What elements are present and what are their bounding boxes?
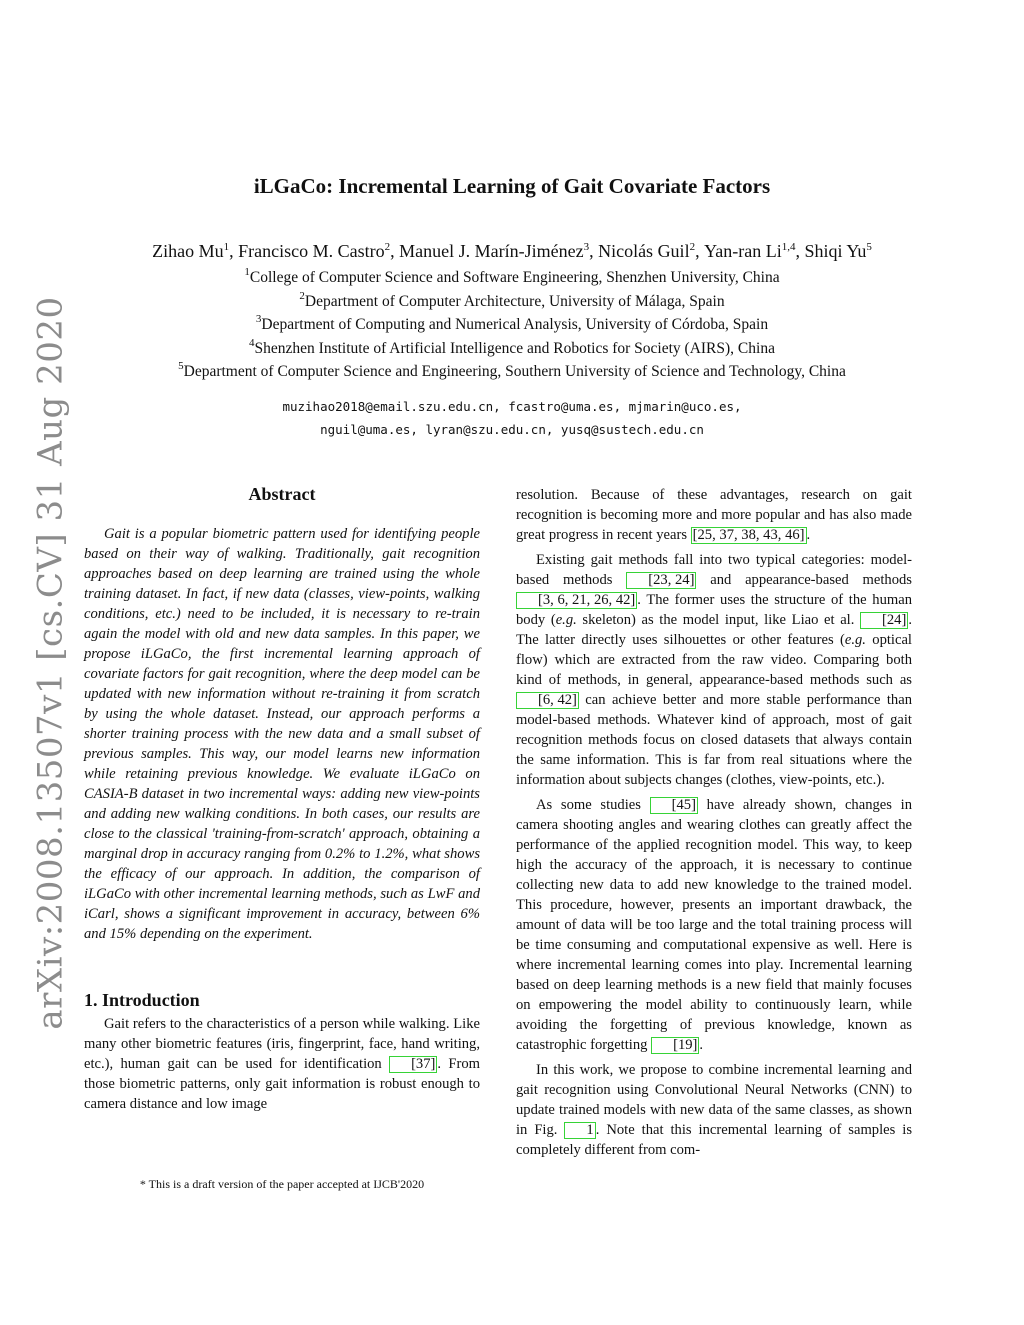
citation-link[interactable]: [37] xyxy=(389,1056,437,1073)
citation-link[interactable]: [6, 42] xyxy=(516,692,579,709)
author-affil-sup: 2 xyxy=(689,241,696,253)
citation-link[interactable]: [3, 6, 21, 26, 42] xyxy=(516,592,637,609)
author: Nicolás Guil$^2$, xyxy=(598,241,705,261)
citation-link[interactable]: [45] xyxy=(650,797,698,814)
author-list xyxy=(0,241,1024,262)
footnote: * This is a draft version of the paper accepted at IJCB'2020 xyxy=(139,1177,425,1191)
intro-paragraph: Gait refers to the characteristics of a person while walking. Like many other biometric features (iris, fingerprint, face, hand writing, etc.), human gait can be used for identification [37] . From those biometric patterns, only gait information is robust enough to camera distance and low image xyxy=(84,1016,480,1112)
affiliation: $^1$College of Computer Science and Software Engineering, Shenzhen University, China xyxy=(244,266,780,286)
author-affil-sup: 3 xyxy=(583,241,590,253)
author: Zihao Mu$^1$, xyxy=(152,241,239,261)
author xyxy=(805,241,872,261)
email-list xyxy=(0,395,1024,441)
intro-paragraph: In this work, we propose to combine incremental learning and gait recognition using Convolutional Neural Networks (CNN) to update trained models with new data of the same classes, as shown in Fig. 1 . Note that this incremental learning of samples is completely different from com- xyxy=(516,1062,913,1158)
email-line: nguil@uma.es, lyran@szu.edu.cn, yusq@sustech.edu.cn xyxy=(320,422,704,437)
right-column xyxy=(516,485,912,1165)
citation-link[interactable]: [19] xyxy=(651,1037,699,1054)
citation-link[interactable]: [23, 24] xyxy=(626,572,696,589)
left-column xyxy=(84,482,480,1114)
author-affil-sup: 5 xyxy=(866,241,872,253)
citation-link[interactable]: [25, 37, 38, 43, 46] xyxy=(692,527,805,543)
author: Francisco M. Castro$^2$, xyxy=(238,241,400,261)
abstract-text: Gait is a popular biometric pattern used for identifying people based on their way of walking. Traditionally, gait recognition approaches based on deep learning are trained using the whole training dataset. In fact, if new data (classes, view-points, walking conditions, etc.) need to be included, it is necessary to re-train again the model with old and new data samples. In this paper, we propose iLGaCo, the first incremental learning approach of covariate factors for gait recognition, where the deep model can be updated with new information without re-training it from scratch by using the whole dataset. Instead, our approach performs a shorter training process with the new data and a small subset of previous samples. This way, our model learns new information while retaining previous knowledge. We evaluate iLGaCo on CASIA-B dataset in two incremental ways: adding new view-points and adding new walking conditions. In both cases, our results are close to the classical 'training-from-scratch' approach, obtaining a marginal drop in accuracy ranging from 0.2% to 1.2%, what shows the efficacy of our approach. In addition, the comparison of iLGaCo with other incremental learning methods, such as LwF and iCarl, shows a significant improvement in accuracy, between 6% and 15% depending on the experiment. xyxy=(84,526,480,942)
author-affil-sup: 1,4 xyxy=(781,241,796,253)
intro-paragraph: resolution. Because of these advantages, research on gait recognition is becoming more and more popular and has also made great progress in recent years [25, 37, 38, 43, 46] . xyxy=(516,487,912,543)
author: Yan-ran Li$^{1,4}$, xyxy=(704,241,805,261)
intro-paragraph: Existing gait methods fall into two typical categories: model-based methods [23, 24] and appearance-based methods [3, 6, 21, 26, 42] . The former uses the structure of the human body (e.g. skeleton) as the model input, like Liao et al. [24] . The latter directly uses silhouettes or other features (e.g. optical flow) which are extracted from the raw video. Comparing both kind of methods, in general, appearance-based methods such as [6, 42] can achieve better and more stable performance than model-based methods. Whatever kind of approach, most of gait recognition methods focus on closed datasets that always contain the same information. This is far from real situations where the information about subjects changes (clothes, view-points, etc.). xyxy=(516,552,912,788)
affiliation: $^5$Department of Computer Science and Engineering, Southern University of Science and Technology, China xyxy=(178,360,846,380)
affiliation: $^2$Department of Computer Architecture, University of Málaga, Spain xyxy=(299,289,725,310)
arxiv-stamp-text: arXiv:2008.13507v1 [cs.CV] 31 Aug 2020 xyxy=(31,295,72,1030)
author-name: Nicolás Guil xyxy=(598,241,690,261)
section-heading-introduction: 1. Introduction xyxy=(84,990,200,1010)
affiliation: $^3$Department of Computing and Numerical Analysis, University of Córdoba, Spain xyxy=(255,313,769,333)
paper-title: iLGaCo: Incremental Learning of Gait Covariate Factors xyxy=(253,174,771,198)
author-affil-sup: 1 xyxy=(223,241,230,253)
author-affil-sup: 2 xyxy=(384,241,391,253)
figure-link[interactable]: 1 xyxy=(564,1122,595,1139)
author-name: Manuel J. Marín-Jiménez xyxy=(399,241,584,261)
affiliation: $^4$Shenzhen Institute of Artificial Intelligence and Robotics for Society (AIRS), China xyxy=(249,336,775,357)
author-name: Zihao Mu xyxy=(152,241,224,261)
arxiv-stamp xyxy=(28,295,74,1030)
author-name: Yan-ran Li xyxy=(704,241,782,261)
intro-paragraph: As some studies [45] have already shown, changes in camera shooting angles and wearing clothes can greatly affect the performance of the applied recognition model. This way, to keep high the accuracy of the approach, it is necessary to continue collecting new data to add new knowledge to the trained model. This procedure, however, presents an important drawback, the amount of data will be too large and the total training process will be time consuming and computational expensive as well. Here is where incremental learning comes into play. Incremental learning based on deep learning methods is a new field that mainly focuses on empowering the model ability to continuously learn, while avoiding the forgetting of previous knowledge, known as catastrophic forgetting [19] . xyxy=(516,797,912,1053)
affiliation-list xyxy=(0,266,1024,384)
author-name: Francisco M. Castro xyxy=(238,241,385,261)
abstract-heading: Abstract xyxy=(248,484,316,504)
author: Manuel J. Marín-Jiménez$^3$, xyxy=(399,241,599,261)
email-line: muzihao2018@email.szu.edu.cn, fcastro@uma.es, mjmarin@uco.es, xyxy=(282,399,742,414)
citation-link[interactable]: [24] xyxy=(860,612,908,629)
author-name: Shiqi Yu xyxy=(804,241,867,261)
